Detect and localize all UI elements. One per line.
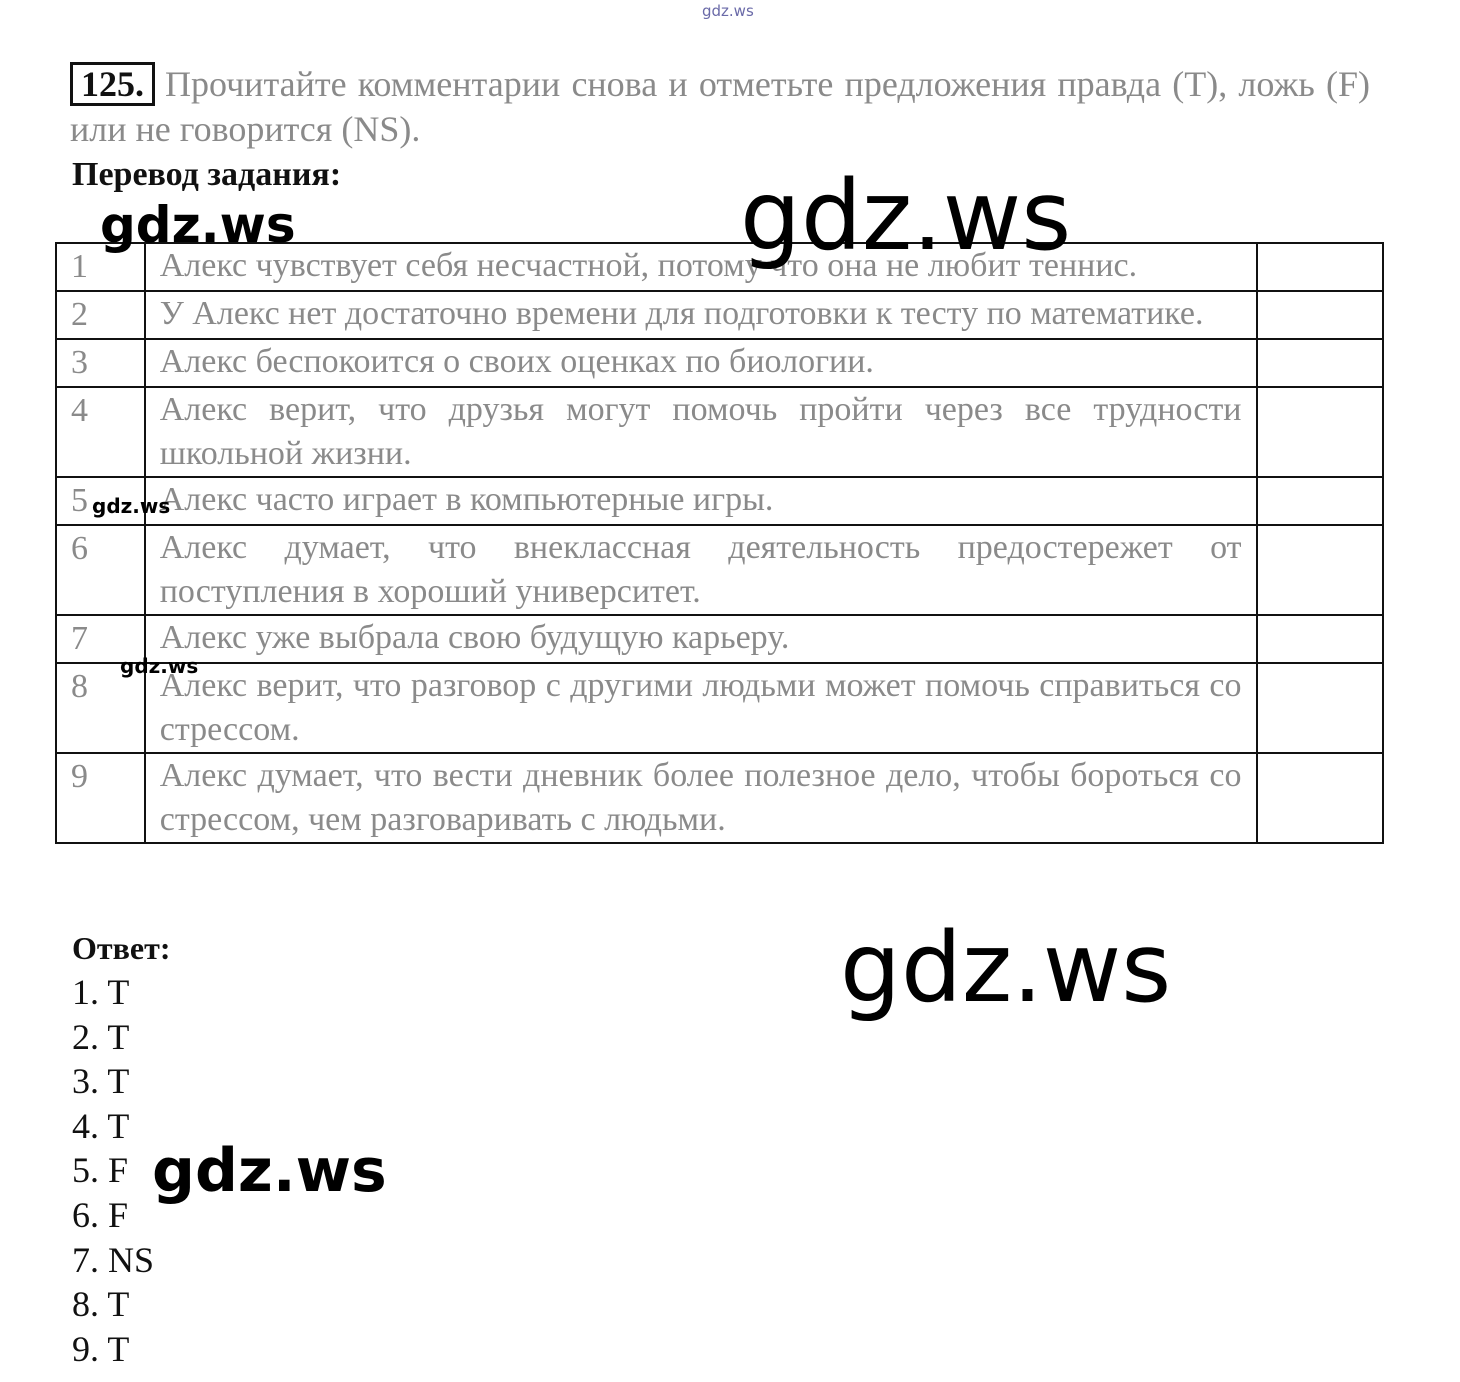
table-row: [56, 387, 1383, 477]
table-row: [56, 663, 1383, 753]
row-statement: У Алекс нет достаточно времени для подготовки к тесту по математике.: [145, 291, 1257, 339]
row-number: 5: [56, 477, 145, 525]
table-row: [56, 525, 1383, 615]
watermark: gdz.ws: [120, 654, 199, 678]
row-statement: Алекс чувствует себя несчастной, потому что она не любит теннис.: [145, 243, 1257, 291]
row-number: 4: [56, 387, 145, 477]
row-number: 1: [56, 243, 145, 291]
row-answer-cell: [1257, 663, 1383, 753]
answer-item: 8. T: [72, 1284, 130, 1325]
watermark: gdz.ws: [100, 196, 296, 254]
answer-item: 3. T: [72, 1061, 130, 1102]
answer-item: 5. F: [72, 1150, 129, 1191]
watermark: gdz.ws: [840, 912, 1172, 1024]
row-statement: Алекс думает, что вести дневник более полезное дело, чтобы бороться со стрессом, чем разговаривать с людьми.: [145, 753, 1257, 843]
row-answer-cell: [1257, 525, 1383, 615]
row-statement: Алекс часто играет в компьютерные игры.: [145, 477, 1257, 525]
row-statement: Алекс думает, что внеклассная деятельность предостережет от поступления в хороший университет.: [145, 525, 1257, 615]
row-number: 9: [56, 753, 145, 843]
watermark: gdz.ws: [740, 160, 1072, 272]
task-number: 125.: [70, 62, 155, 106]
row-number: 6: [56, 525, 145, 615]
row-number: 8: [56, 663, 145, 753]
row-number: 3: [56, 339, 145, 387]
table-row: [56, 753, 1383, 843]
answer-item: 1. T: [72, 972, 130, 1012]
answer-item: 9. T: [72, 1328, 130, 1369]
answer-item: 2. T: [72, 1016, 130, 1057]
answer-item: 7. NS: [72, 1239, 155, 1280]
table-row: [56, 339, 1383, 387]
row-answer-cell: [1257, 291, 1383, 339]
watermark: gdz.ws: [152, 1136, 387, 1206]
table-row: [56, 477, 1383, 525]
answer-heading: Ответ:: [72, 930, 171, 966]
answer-item: 6. F: [72, 1194, 129, 1235]
task-text: Прочитайте комментарии снова и отметьте предложения правда (T), ложь (F) или не говорится (NS).: [70, 64, 1370, 149]
row-statement: Алекс верит, что друзья могут помочь пройти через все трудности школьной жизни.: [145, 387, 1257, 477]
row-statement: Алекс верит, что разговор с другими людьми может помочь справиться со стрессом.: [145, 663, 1257, 753]
row-answer-cell: [1257, 477, 1383, 525]
translation-heading: Перевод задания:: [72, 156, 342, 193]
task-statement: [70, 62, 1370, 152]
answer-item: 4. T: [72, 1105, 130, 1146]
row-number: 7: [56, 615, 145, 663]
row-answer-cell: [1257, 243, 1383, 291]
row-answer-cell: [1257, 615, 1383, 663]
row-answer-cell: [1257, 387, 1383, 477]
table-row: [56, 291, 1383, 339]
top-watermark: gdz.ws: [702, 2, 754, 20]
row-statement: Алекс уже выбрала свою будущую карьеру.: [145, 615, 1257, 663]
watermark: gdz.ws: [92, 494, 171, 518]
row-statement: Алекс беспокоится о своих оценках по биологии.: [145, 339, 1257, 387]
row-answer-cell: [1257, 753, 1383, 843]
statements-table: [55, 242, 1384, 844]
row-answer-cell: [1257, 339, 1383, 387]
row-number: 2: [56, 291, 145, 339]
table-row: [56, 615, 1383, 663]
answers-list: [72, 970, 154, 1371]
